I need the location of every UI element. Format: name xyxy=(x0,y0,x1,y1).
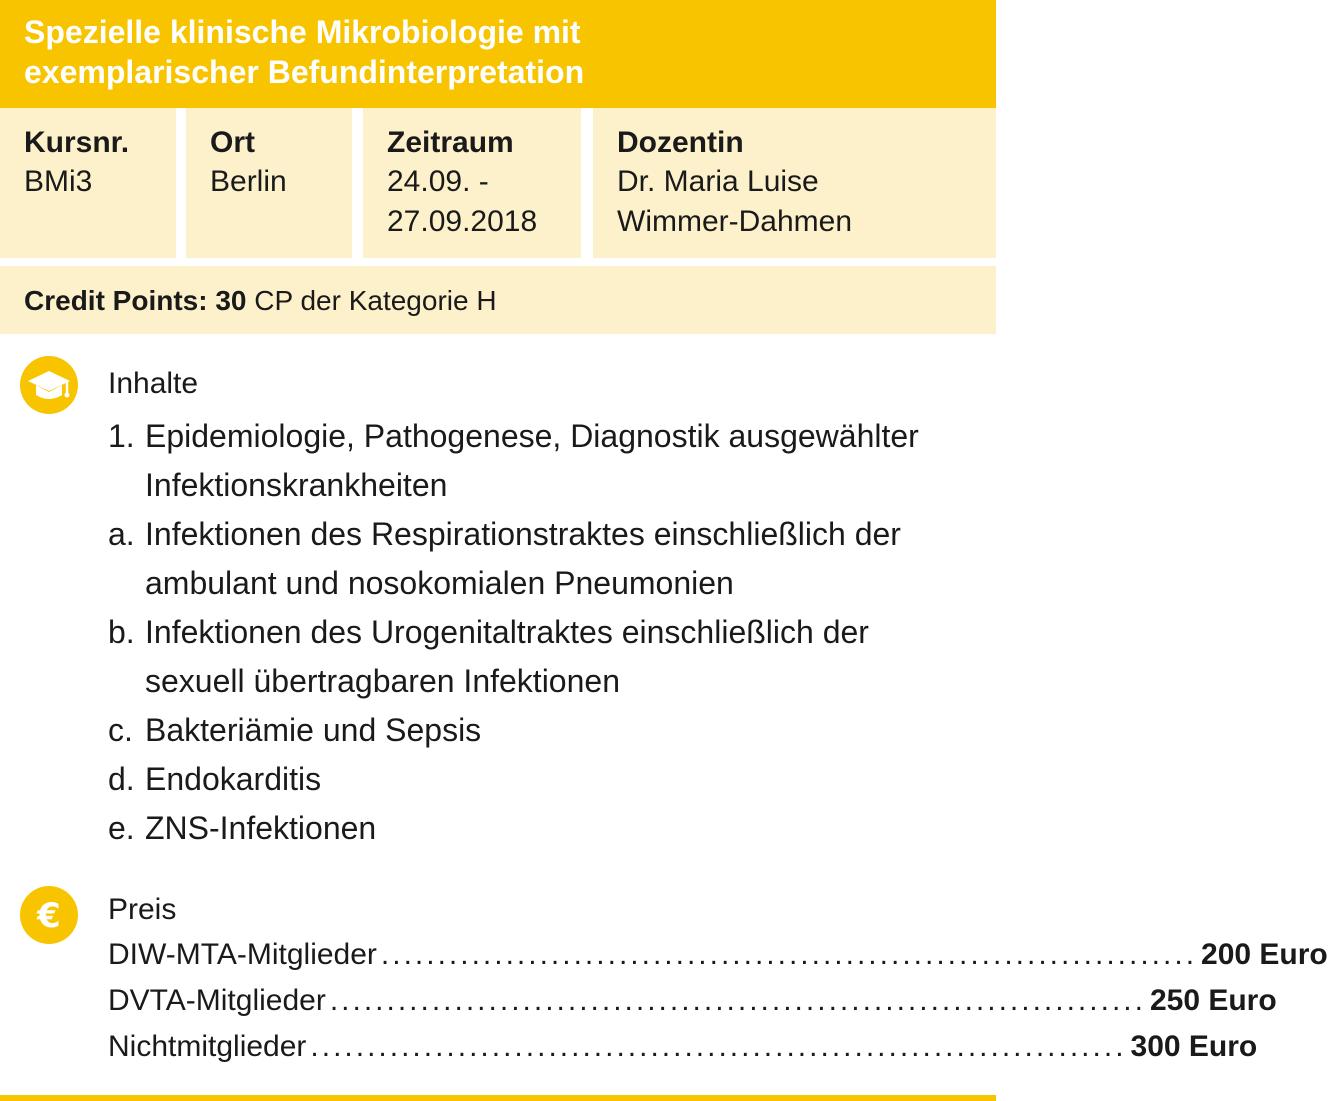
info-course-number xyxy=(0,108,176,258)
price-value: 300 Euro xyxy=(1130,1030,1258,1063)
list-item xyxy=(108,412,968,510)
list-marker: a. xyxy=(108,516,135,552)
list-text: Infektionen des Respirationstraktes einschließlich der ambulant und nosokomialen Pneumonien xyxy=(145,516,901,601)
list-text: Bakteriämie und Sepsis xyxy=(145,712,482,748)
info-label: Dozentin xyxy=(617,126,744,159)
price-label: DIW-MTA-Mitglieder xyxy=(108,938,377,971)
info-label: Zeitraum xyxy=(387,126,514,159)
course-title-line-1: Spezielle klinische Mikrobiologie mit xyxy=(24,14,581,50)
preis-title: Preis xyxy=(108,893,177,926)
price-label: Nichtmitglieder xyxy=(108,1030,307,1063)
credit-points-row xyxy=(0,266,996,334)
euro-icon xyxy=(20,886,78,944)
list-item xyxy=(108,706,968,755)
price-list xyxy=(108,932,1328,1070)
price-row xyxy=(108,978,1277,1024)
leader-dots: ........................................................................ xyxy=(310,1030,1127,1063)
price-value: 200 Euro xyxy=(1201,938,1328,971)
content-list xyxy=(108,412,968,853)
svg-text:€: € xyxy=(37,896,61,936)
list-text: Epidemiologie, Pathogenese, Diagnostik ausgewählter Infektionskrankheiten xyxy=(145,418,919,503)
info-label: Kursnr. xyxy=(24,126,130,159)
course-header xyxy=(0,0,996,108)
list-marker: d. xyxy=(108,761,135,797)
list-text: ZNS-Infektionen xyxy=(145,810,377,846)
leader-dots: ........................................................................ xyxy=(380,938,1198,971)
info-value: Berlin xyxy=(210,165,287,198)
info-period xyxy=(363,108,581,258)
graduation-cap-icon xyxy=(20,356,78,414)
list-marker: e. xyxy=(108,810,135,846)
list-text: Infektionen des Urogenitaltraktes einschließlich der sexuell übertragbaren Infektionen xyxy=(145,614,869,699)
course-title-line-2: exemplarischer Befundinterpretation xyxy=(24,54,585,90)
list-item xyxy=(108,804,968,853)
list-marker: b. xyxy=(108,614,135,650)
price-label: DVTA-Mitglieder xyxy=(108,984,326,1017)
list-marker: 1. xyxy=(108,418,135,454)
info-value: Dr. Maria Luise Wimmer-Dahmen xyxy=(617,165,853,238)
info-value: 24.09. - 27.09.2018 xyxy=(387,165,538,238)
info-lecturer xyxy=(593,108,996,258)
inhalte-title: Inhalte xyxy=(108,367,199,400)
price-row xyxy=(108,932,1328,978)
list-item xyxy=(108,510,968,608)
list-item xyxy=(108,608,968,706)
bottom-divider xyxy=(0,1095,996,1101)
info-value: BMi3 xyxy=(24,165,93,198)
list-text: Endokarditis xyxy=(145,761,322,797)
price-value: 250 Euro xyxy=(1149,984,1277,1017)
credit-points-suffix: CP der Kategorie H xyxy=(254,285,497,316)
info-label: Ort xyxy=(210,126,255,159)
leader-dots: ........................................................................ xyxy=(329,984,1146,1017)
list-marker: c. xyxy=(108,712,133,748)
info-location xyxy=(186,108,352,258)
credit-points-number: 30 xyxy=(215,285,247,316)
credit-points-label: Credit Points: xyxy=(24,285,208,316)
list-item xyxy=(108,755,968,804)
price-row xyxy=(108,1024,1258,1070)
